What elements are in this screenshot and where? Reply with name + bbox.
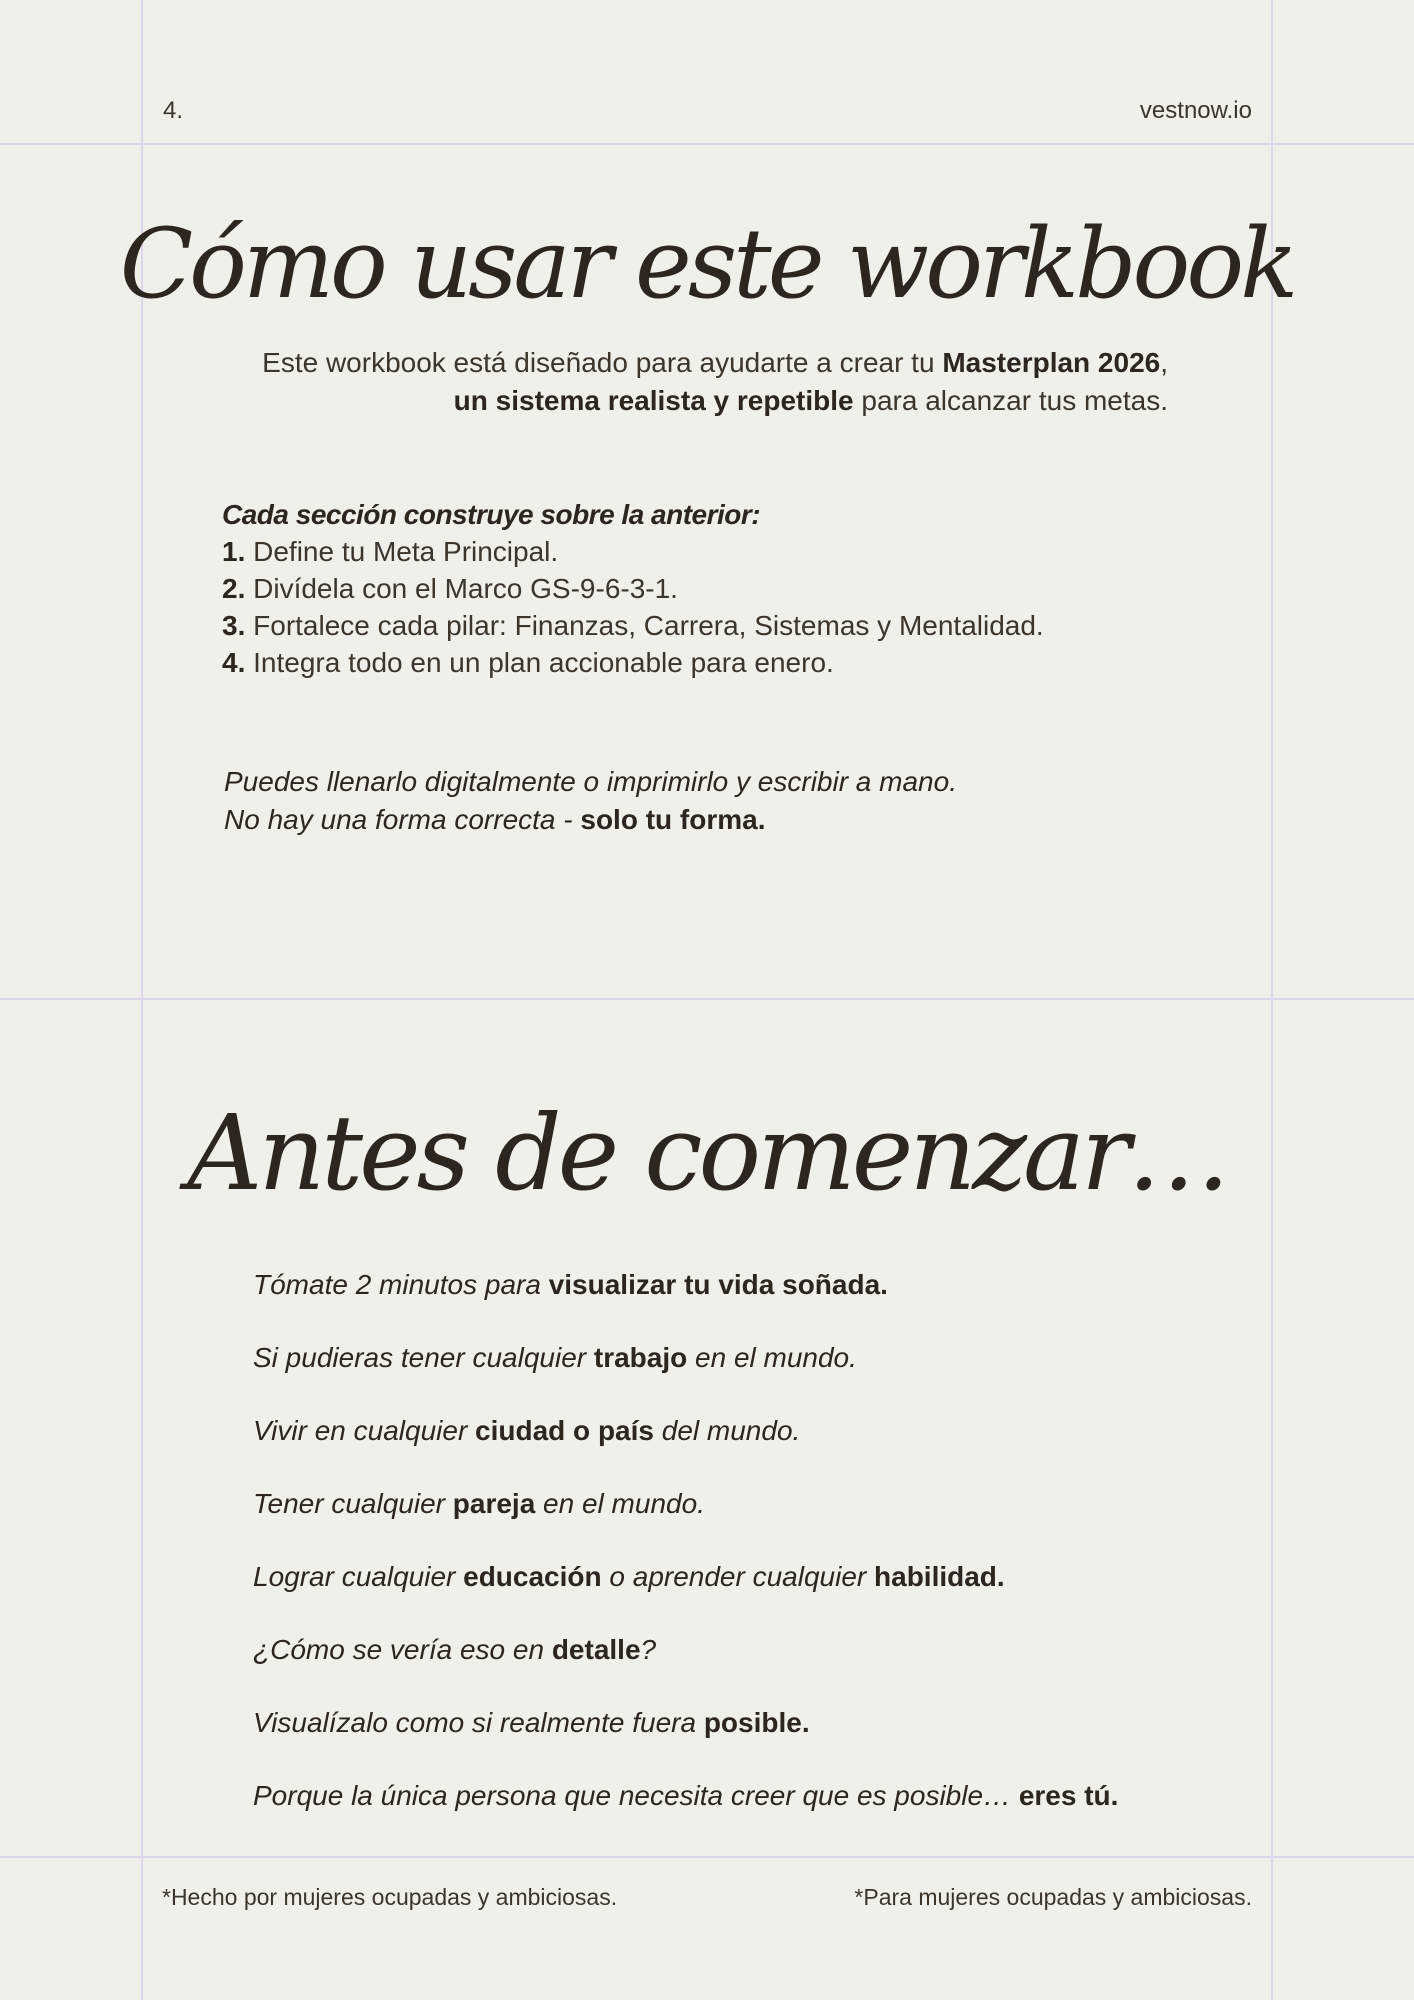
line-italic: o aprender cualquier <box>601 1561 875 1592</box>
section-title-how-to-use: Cómo usar este workbook <box>119 208 1295 320</box>
visualization-line <box>253 1703 1118 1776</box>
usage-note <box>224 763 957 839</box>
line-bold: detalle <box>551 1634 641 1665</box>
step-text: Fortalece cada pilar: Finanzas, Carrera, Sistemas y Mentalidad. <box>245 610 1044 641</box>
line-bold: eres tú. <box>1018 1780 1119 1811</box>
visualization-line <box>253 1557 1118 1630</box>
line-italic: Porque la única persona que necesita creer que es posible… <box>253 1780 1019 1811</box>
step-number: 3. <box>222 610 246 641</box>
line-italic: Vivir en cualquier <box>253 1415 476 1446</box>
step-item <box>222 533 1044 570</box>
line-italic: en el mundo. <box>687 1342 857 1373</box>
guide-line-middle <box>0 998 1414 1000</box>
note-line: Puedes llenarlo digitalmente o imprimirlo y escribir a mano. <box>224 766 957 797</box>
step-item <box>222 570 1044 607</box>
line-italic: Si pudieras tener cualquier <box>253 1342 594 1373</box>
intro-emphasis: Masterplan 2026 <box>942 347 1161 378</box>
footer-left-note: *Hecho por mujeres ocupadas y ambiciosas. <box>162 1884 618 1910</box>
intro-text: , <box>1160 347 1168 378</box>
line-italic: Tener cualquier <box>253 1488 453 1519</box>
step-item <box>222 607 1044 644</box>
guide-line-bottom <box>0 1856 1414 1858</box>
line-italic: Tómate 2 minutos para <box>253 1269 549 1300</box>
note-emphasis: solo tu forma. <box>580 804 766 835</box>
line-bold: posible. <box>703 1707 810 1738</box>
visualization-line <box>253 1776 1118 1849</box>
note-text: No hay una forma correcta - <box>224 804 581 835</box>
intro-text: Este workbook está diseñado para ayudarte a crear tu <box>262 347 943 378</box>
step-number: 2. <box>222 573 246 604</box>
line-bold: ciudad o país <box>475 1415 654 1446</box>
line-bold: habilidad. <box>874 1561 1005 1592</box>
step-text: Define tu Meta Principal. <box>245 536 559 567</box>
step-item <box>222 644 1044 681</box>
guide-line-top <box>0 143 1414 145</box>
line-italic: ¿Cómo se vería eso en <box>253 1634 552 1665</box>
steps-list <box>222 496 1044 681</box>
page-number: 4. <box>163 97 184 124</box>
note-line <box>224 801 957 839</box>
footer-right-note: *Para mujeres ocupadas y ambiciosas. <box>854 1884 1252 1910</box>
visualization-line <box>253 1338 1118 1411</box>
section-title-before-starting: Antes de comenzar… <box>187 1092 1227 1214</box>
step-text: Integra todo en un plan accionable para enero. <box>245 647 834 678</box>
step-number: 1. <box>222 536 246 567</box>
intro-emphasis: un sistema realista y repetible <box>453 385 854 416</box>
steps-lead: Cada sección construye sobre la anterior: <box>222 499 761 530</box>
line-italic: Lograr cualquier <box>253 1561 464 1592</box>
visualization-line <box>253 1630 1118 1703</box>
step-text: Divídela con el Marco GS-9-6-3-1. <box>245 573 678 604</box>
line-bold: educación <box>463 1561 602 1592</box>
site-name: vestnow.io <box>1139 97 1252 124</box>
step-number: 4. <box>222 647 246 678</box>
line-bold: trabajo <box>593 1342 688 1373</box>
line-italic: ? <box>640 1634 657 1665</box>
visualization-line <box>253 1411 1118 1484</box>
visualization-line <box>253 1265 1118 1338</box>
line-italic: del mundo. <box>653 1415 801 1446</box>
line-bold: visualizar tu vida soñada. <box>548 1269 888 1300</box>
visualization-list <box>253 1265 1118 1849</box>
intro-text: para alcanzar tus metas. <box>853 385 1168 416</box>
line-italic: en el mundo. <box>535 1488 705 1519</box>
intro-paragraph <box>260 344 1168 420</box>
visualization-line <box>253 1484 1118 1557</box>
line-italic: Visualízalo como si realmente fuera <box>253 1707 704 1738</box>
line-bold: pareja <box>452 1488 536 1519</box>
